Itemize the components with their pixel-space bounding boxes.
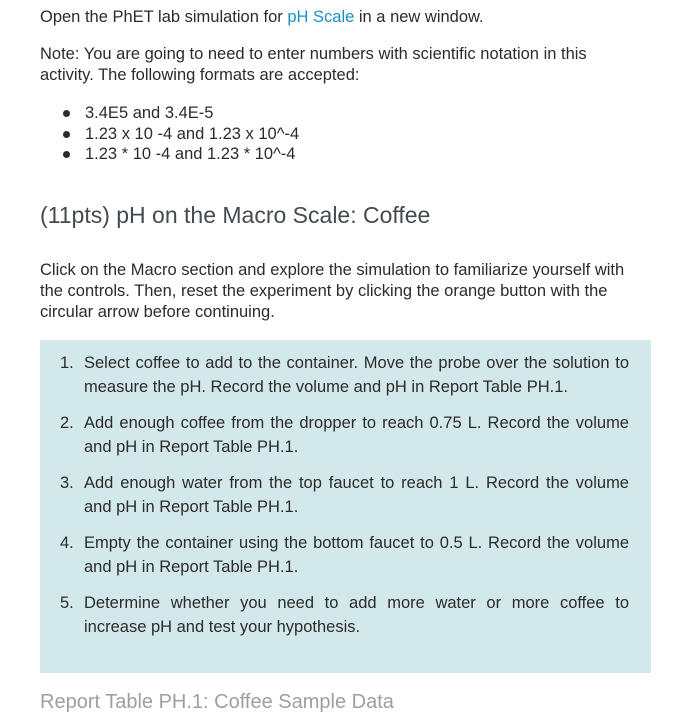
next-section-heading	[40, 691, 400, 713]
step-text: Add enough coffee from the dropper to reach 0.75 L. Record the volume and pH in Report Table PH.1.	[84, 414, 629, 456]
format-text: 1.23 x 10 -4 and 1.23 x 10^-4	[85, 124, 300, 143]
step-number: 1.	[60, 354, 74, 372]
ph-scale-link[interactable]: pH Scale	[287, 8, 355, 26]
intro-line	[40, 6, 484, 28]
step-number: 4.	[60, 534, 74, 552]
format-text: 1.23 * 10 -4 and 1.23 * 10^-4	[85, 145, 296, 163]
next-heading-text: Report Table PH.1: Coffee Sample Data	[40, 691, 394, 713]
step-number: 2.	[60, 414, 74, 432]
step-text: Determine whether you need to add more water or more coffee to increase pH and test your hypothesis.	[84, 594, 629, 636]
step-item	[40, 411, 651, 459]
format-text: 3.4E5 and 3.4E-5	[85, 104, 214, 122]
section-instructions: Click on the Macro section and explore the simulation to familiarize yourself with the controls. Then, reset the experiment by clicking the orange button with the circular arrow before continuing.	[40, 261, 625, 321]
scientific-notation-note: Note: You are going to need to enter numbers with scientific notation in this activity. The following formats are accepted:	[40, 45, 587, 84]
step-item	[40, 531, 651, 579]
list-item	[40, 103, 299, 124]
list-item	[40, 144, 299, 165]
bullet-icon	[63, 151, 70, 158]
step-item	[40, 351, 651, 399]
accepted-formats-list	[40, 103, 299, 165]
step-text: Select coffee to add to the container. Move the probe over the solution to measure the pH. Record the volume and pH in Report Table PH.1.	[84, 354, 629, 396]
step-text: Add enough water from the top faucet to reach 1 L. Record the volume and pH in Report Table PH.1.	[84, 474, 629, 516]
section-heading: (11pts) pH on the Macro Scale: Coffee	[40, 202, 431, 228]
steps-panel	[40, 340, 651, 673]
bullet-icon	[63, 131, 70, 138]
step-item	[40, 591, 651, 639]
step-number: 5.	[60, 594, 74, 612]
steps-list	[40, 351, 651, 651]
step-text: Empty the container using the bottom faucet to 0.5 L. Record the volume and pH in Report Table PH.1.	[84, 534, 629, 576]
bullet-icon	[63, 110, 70, 117]
intro-prefix: Open the PhET lab simulation for	[40, 8, 288, 26]
step-item	[40, 471, 651, 519]
list-item	[40, 124, 299, 145]
step-number: 3.	[60, 474, 74, 492]
intro-suffix: in a new window.	[354, 8, 484, 26]
